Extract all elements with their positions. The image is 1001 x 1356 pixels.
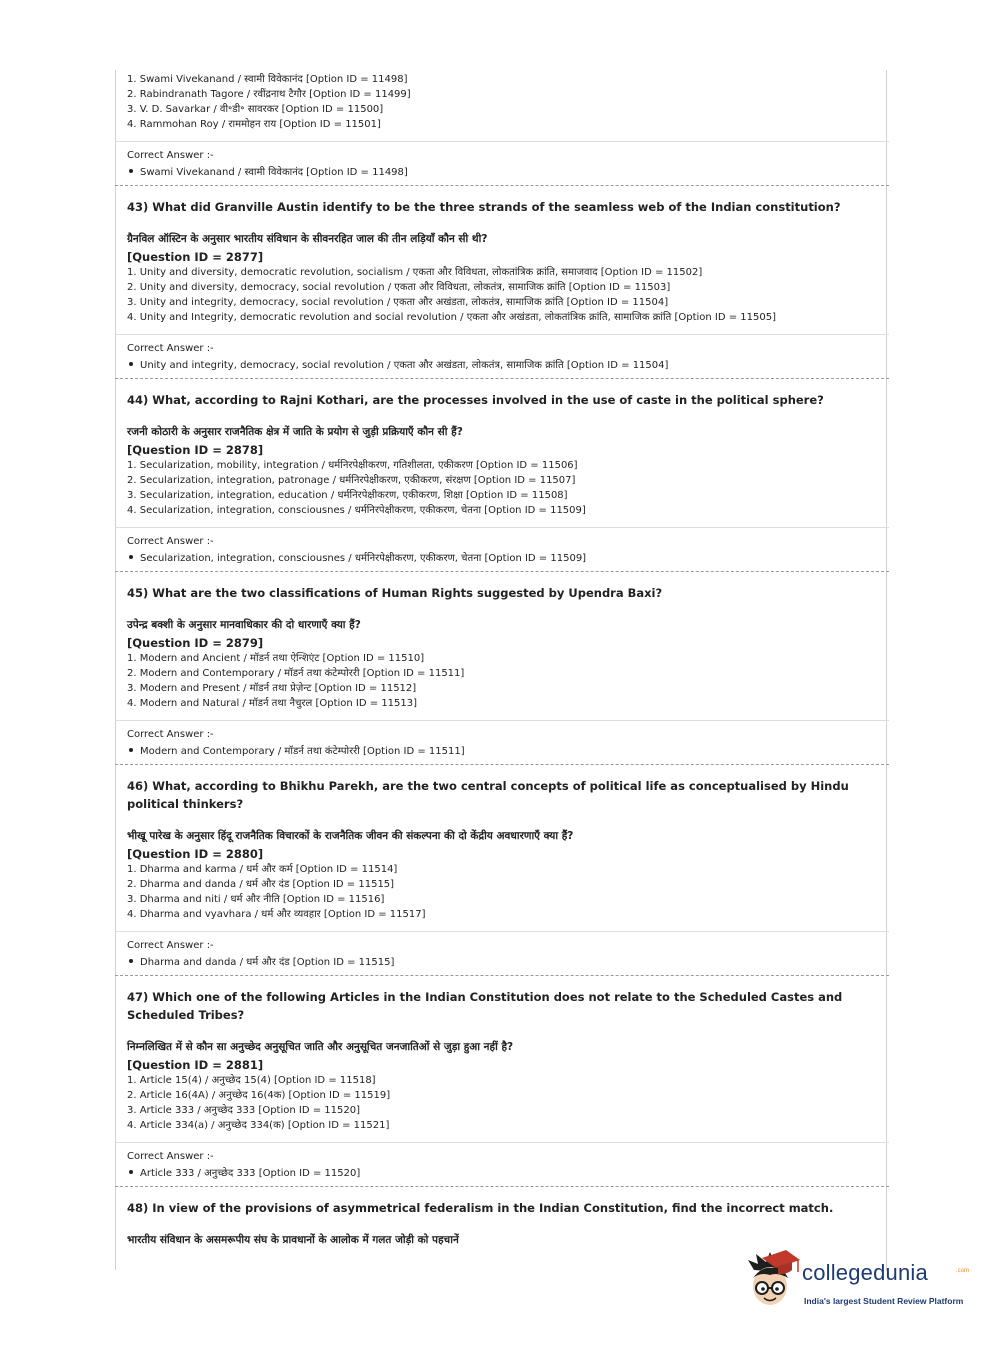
logo-tagline: India's largest Student Review Platform bbox=[804, 1296, 964, 1306]
logo-wordmark: collegedunia bbox=[802, 1260, 928, 1285]
options-list bbox=[127, 458, 877, 518]
question-separator bbox=[115, 764, 889, 765]
bullet-icon bbox=[129, 362, 133, 366]
option-2: 2. Article 16(4A) / अनुच्छेद 16(4क) [Option ID = 11519] bbox=[127, 1090, 391, 1101]
question-separator bbox=[115, 975, 889, 976]
divider bbox=[115, 334, 889, 335]
question-separator bbox=[115, 185, 889, 186]
question-text: 45) What are the two classifications of Human Rights suggested by Upendra Baxi? bbox=[127, 586, 663, 600]
divider bbox=[115, 720, 889, 721]
option-1: 1. Secularization, mobility, integration / धर्मनिरपेक्षीकरण, गतिशीलता, एकीकरण [Option ID = 11506] bbox=[127, 460, 578, 471]
divider bbox=[115, 527, 889, 528]
question-47 bbox=[127, 988, 877, 1187]
question-text-hindi: रजनी कोठारी के अनुसार राजनैतिक क्षेत्र में जाति के प्रयोग से जुड़ी प्रक्रियाएँ कौन सी हैं? bbox=[127, 426, 463, 438]
option-1: 1. Dharma and karma / धर्म और कर्म [Option ID = 11514] bbox=[127, 864, 398, 875]
bullet-icon bbox=[129, 169, 133, 173]
option-3: 3. Secularization, integration, education / धर्मनिरपेक्षीकरण, एकीकरण, शिक्षा [Option ID = 11508] bbox=[127, 490, 568, 501]
correct-answer-label: Correct Answer :- bbox=[127, 940, 214, 951]
question-id: [Question ID = 2881] bbox=[127, 1058, 264, 1072]
logo-domain: .com bbox=[956, 1268, 970, 1274]
divider bbox=[115, 141, 889, 142]
option-2: 2. Dharma and danda / धर्म और दंड [Option ID = 11515] bbox=[127, 879, 395, 890]
option-2: 2. Secularization, integration, patronage / धर्मनिरपेक्षीकरण, एकीकरण, संरक्षण [Option ID = 11507] bbox=[127, 475, 576, 486]
question-text: 44) What, according to Rajni Kothari, are the processes involved in the use of caste in the political sphere? bbox=[127, 393, 824, 407]
option-4: 4. Unity and Integrity, democratic revolution and social revolution / एकता और अखंडता, लोकतांत्रिक क्रांति, सामाजिक क्रांति [Option ID = 11505] bbox=[127, 312, 777, 323]
options-list bbox=[127, 72, 877, 132]
correct-answer-text: Secularization, integration, consciousnes / धर्मनिरपेक्षीकरण, एकीकरण, चेतना [Option ID = 11509] bbox=[140, 553, 587, 564]
option-2: 2. Unity and diversity, democracy, social revolution / एकता और विविधता, लोकतंत्र, सामाजिक क्रांति [Option ID = 11503] bbox=[127, 282, 671, 293]
question-45 bbox=[127, 584, 877, 765]
option-3: 3. Unity and integrity, democracy, social revolution / एकता और अखंडता, लोकतंत्र, सामाजिक क्रांति [Option ID = 11504] bbox=[127, 297, 669, 308]
question-separator bbox=[115, 1186, 889, 1187]
question-separator bbox=[115, 571, 889, 572]
question-42 bbox=[127, 72, 877, 186]
bullet-icon bbox=[129, 748, 133, 752]
option-3: 3. V. D. Savarkar / वी॰डी॰ सावरकर [Option ID = 11500] bbox=[127, 104, 384, 115]
options-list bbox=[127, 862, 877, 922]
correct-answer-label: Correct Answer :- bbox=[127, 536, 214, 547]
bullet-icon bbox=[129, 555, 133, 559]
collegedunia-logo bbox=[742, 1248, 972, 1318]
question-id: [Question ID = 2879] bbox=[127, 636, 264, 650]
question-text-hindi: ग्रैनविल ऑस्टिन के अनुसार भारतीय संविधान के सीवनरहित जाल की तीन लड़ियाँ कौन सी थी? bbox=[127, 233, 488, 245]
option-2: 2. Modern and Contemporary / मॉडर्न तथा कंटेम्पोररी [Option ID = 11511] bbox=[127, 668, 465, 679]
question-43 bbox=[127, 198, 877, 379]
question-paper bbox=[127, 72, 877, 1248]
question-id: [Question ID = 2880] bbox=[127, 847, 264, 861]
question-id: [Question ID = 2877] bbox=[127, 250, 264, 264]
divider bbox=[115, 1142, 889, 1143]
correct-answer-text: Article 333 / अनुच्छेद 333 [Option ID = 11520] bbox=[140, 1168, 361, 1179]
question-text: 47) Which one of the following Articles in the Indian Constitution does not relate to the Scheduled Castes and Scheduled Tribes? bbox=[127, 990, 843, 1022]
question-text-hindi: भीखू पारेख के अनुसार हिंदू राजनैतिक विचारकों के राजनैतिक जीवन की संकल्पना की दो केंद्रीय अवधारणाएँ क्या हैं? bbox=[127, 830, 574, 842]
option-4: 4. Modern and Natural / मॉडर्न तथा नैचुरल [Option ID = 11513] bbox=[127, 698, 418, 709]
correct-answer-text: Modern and Contemporary / मॉडर्न तथा कंटेम्पोररी [Option ID = 11511] bbox=[140, 746, 465, 757]
question-text: 43) What did Granville Austin identify to be the three strands of the seamless web of the Indian constitution? bbox=[127, 200, 841, 214]
options-list bbox=[127, 265, 877, 325]
question-separator bbox=[115, 378, 889, 379]
option-4: 4. Article 334(a) / अनुच्छेद 334(क) [Option ID = 11521] bbox=[127, 1120, 390, 1131]
option-3: 3. Dharma and niti / धर्म और नीति [Option ID = 11516] bbox=[127, 894, 385, 905]
question-46 bbox=[127, 777, 877, 976]
option-3: 3. Modern and Present / मॉडर्न तथा प्रेज़ेन्ट [Option ID = 11512] bbox=[127, 683, 417, 694]
mascot-icon bbox=[742, 1248, 802, 1318]
correct-answer-text: Swami Vivekanand / स्वामी विवेकानंद [Option ID = 11498] bbox=[140, 167, 408, 178]
option-4: 4. Rammohan Roy / राममोहन राय [Option ID = 11501] bbox=[127, 119, 381, 130]
question-text-hindi: भारतीय संविधान के असमरूपीय संघ के प्रावधानों के आलोक में गलत जोड़ी को पहचानें bbox=[127, 1234, 459, 1246]
correct-answer bbox=[127, 744, 877, 759]
question-text-hindi: उपेन्द्र बक्शी के अनुसार मानवाधिकार की दो धारणाएँ क्या हैं? bbox=[127, 619, 361, 631]
option-1: 1. Article 15(4) / अनुच्छेद 15(4) [Option ID = 11518] bbox=[127, 1075, 376, 1086]
correct-answer bbox=[127, 1166, 877, 1181]
option-1: 1. Modern and Ancient / मॉडर्न तथा ऐन्शिएंट [Option ID = 11510] bbox=[127, 653, 425, 664]
question-text: 46) What, according to Bhikhu Parekh, are the two central concepts of political life as conceptualised by Hindu political thinkers? bbox=[127, 779, 849, 811]
correct-answer-label: Correct Answer :- bbox=[127, 729, 214, 740]
option-1: 1. Unity and diversity, democratic revolution, socialism / एकता और विविधता, लोकतांत्रिक क्रांति, समाजवाद [Option ID = 11502] bbox=[127, 267, 703, 278]
correct-answer bbox=[127, 165, 877, 180]
bullet-icon bbox=[129, 959, 133, 963]
correct-answer bbox=[127, 955, 877, 970]
option-2: 2. Rabindranath Tagore / रवींद्रनाथ टैगौर [Option ID = 11499] bbox=[127, 89, 411, 100]
question-44 bbox=[127, 391, 877, 572]
correct-answer bbox=[127, 551, 877, 566]
correct-answer-text: Unity and integrity, democracy, social revolution / एकता और अखंडता, लोकतंत्र, सामाजिक क्रांति [Option ID = 11504] bbox=[140, 360, 669, 371]
option-4: 4. Secularization, integration, consciousnes / धर्मनिरपेक्षीकरण, एकीकरण, चेतना [Option ID = 11509] bbox=[127, 505, 586, 516]
correct-answer-label: Correct Answer :- bbox=[127, 1151, 214, 1162]
option-4: 4. Dharma and vyavhara / धर्म और व्यवहार [Option ID = 11517] bbox=[127, 909, 426, 920]
correct-answer-label: Correct Answer :- bbox=[127, 150, 214, 161]
correct-answer-text: Dharma and danda / धर्म और दंड [Option ID = 11515] bbox=[140, 957, 395, 968]
correct-answer bbox=[127, 358, 877, 373]
bullet-icon bbox=[129, 1170, 133, 1174]
question-text-hindi: निम्नलिखित में से कौन सा अनुच्छेद अनुसूचित जाति और अनुसूचित जनजातिओं से जुड़ा हुआ नहीं है? bbox=[127, 1041, 514, 1053]
question-48 bbox=[127, 1199, 877, 1248]
option-1: 1. Swami Vivekanand / स्वामी विवेकानंद [Option ID = 11498] bbox=[127, 74, 408, 85]
question-id: [Question ID = 2878] bbox=[127, 443, 264, 457]
options-list bbox=[127, 651, 877, 711]
option-3: 3. Article 333 / अनुच्छेद 333 [Option ID = 11520] bbox=[127, 1105, 360, 1116]
options-list bbox=[127, 1073, 877, 1133]
divider bbox=[115, 931, 889, 932]
correct-answer-label: Correct Answer :- bbox=[127, 343, 214, 354]
question-text: 48) In view of the provisions of asymmetrical federalism in the Indian Constitution, find the incorrect match. bbox=[127, 1201, 834, 1215]
